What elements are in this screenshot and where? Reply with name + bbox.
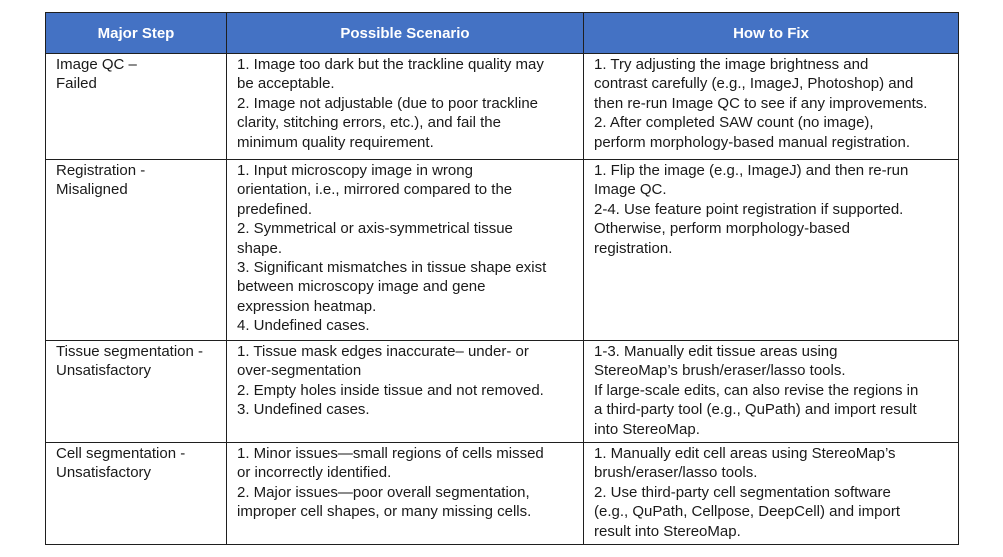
troubleshooting-table bbox=[45, 12, 959, 545]
cell-how-to-fix bbox=[584, 443, 959, 545]
table-row-registration bbox=[46, 160, 959, 341]
cell-line: 2. Major issues—poor overall segmentation, bbox=[237, 483, 530, 501]
cell-line: into StereoMap. bbox=[594, 420, 700, 438]
cell-line: 2. Use third-party cell segmentation software bbox=[594, 483, 891, 501]
cell-possible-scenario bbox=[227, 443, 584, 545]
cell-line: be acceptable. bbox=[237, 75, 335, 93]
header-possible-scenario: Possible Scenario bbox=[227, 13, 584, 54]
cell-major-step bbox=[46, 54, 227, 160]
cell-line: shape. bbox=[237, 239, 283, 257]
cell-line: between microscopy image and gene bbox=[237, 278, 486, 296]
cell-line: Cell segmentation - bbox=[56, 445, 186, 463]
cell-line: 1. Try adjusting the image brightness and bbox=[594, 56, 869, 73]
cell-line: contrast carefully (e.g., ImageJ, Photoshop) and bbox=[594, 75, 914, 93]
cell-line: Tissue segmentation - bbox=[56, 343, 204, 360]
cell-line: 4. Undefined cases. bbox=[237, 317, 370, 335]
cell-line: 2. Empty holes inside tissue and not removed. bbox=[237, 381, 544, 399]
cell-line: expression heatmap. bbox=[237, 297, 377, 315]
cell-line: Registration - bbox=[56, 162, 146, 179]
cell-line: Otherwise, perform morphology-based bbox=[594, 220, 850, 238]
header-major-step: Major Step bbox=[46, 13, 227, 54]
cell-line: 3. Undefined cases. bbox=[237, 401, 370, 419]
cell-line: Failed bbox=[56, 75, 97, 93]
cell-major-step bbox=[46, 443, 227, 545]
cell-line: 2-4. Use feature point registration if supported. bbox=[594, 200, 904, 218]
cell-line: clarity, stitching errors, etc.), and fail the bbox=[237, 114, 501, 132]
header-row bbox=[46, 13, 959, 54]
cell-line: orientation, i.e., mirrored compared to the bbox=[237, 181, 513, 199]
cell-line: Unsatisfactory bbox=[56, 362, 152, 380]
cell-line: 3. Significant mismatches in tissue shape exist bbox=[237, 259, 547, 277]
cell-line: Unsatisfactory bbox=[56, 464, 152, 482]
cell-line: 2. Image not adjustable (due to poor trackline bbox=[237, 94, 539, 112]
cell-line: brush/eraser/lasso tools. bbox=[594, 464, 758, 482]
table-row-cell-segmentation bbox=[46, 443, 959, 545]
cell-how-to-fix bbox=[584, 54, 959, 160]
cell-major-step bbox=[46, 341, 227, 443]
cell-line: 2. After completed SAW count (no image), bbox=[594, 114, 874, 132]
cell-line: (e.g., QuPath, Cellpose, DeepCell) and import bbox=[594, 503, 900, 521]
cell-line: 1-3. Manually edit tissue areas using bbox=[594, 343, 838, 360]
cell-possible-scenario bbox=[227, 54, 584, 160]
cell-line: or incorrectly identified. bbox=[237, 464, 392, 482]
cell-line: perform morphology-based manual registration. bbox=[594, 133, 910, 151]
cell-line: If large-scale edits, can also revise the regions in bbox=[594, 381, 919, 399]
cell-how-to-fix bbox=[584, 341, 959, 443]
cell-line: 1. Manually edit cell areas using StereoMap’s bbox=[594, 445, 896, 463]
cell-line: 1. Input microscopy image in wrong bbox=[237, 162, 473, 179]
cell-line: improper cell shapes, or many missing cells. bbox=[237, 503, 532, 521]
cell-possible-scenario bbox=[227, 341, 584, 443]
cell-possible-scenario bbox=[227, 160, 584, 341]
cell-line: StereoMap’s brush/eraser/lasso tools. bbox=[594, 362, 846, 380]
cell-line: then re-run Image QC to see if any improvements. bbox=[594, 94, 928, 112]
cell-line: 1. Tissue mask edges inaccurate– under- or bbox=[237, 343, 529, 360]
cell-line: predefined. bbox=[237, 200, 313, 218]
cell-line: a third-party tool (e.g., QuPath) and import result bbox=[594, 401, 917, 419]
cell-line: Image QC. bbox=[594, 181, 667, 199]
cell-line: registration. bbox=[594, 239, 673, 257]
cell-how-to-fix bbox=[584, 160, 959, 341]
cell-line: 2. Symmetrical or axis-symmetrical tissue bbox=[237, 220, 513, 238]
cell-major-step bbox=[46, 160, 227, 341]
cell-line: 1. Minor issues—small regions of cells missed bbox=[237, 445, 544, 463]
cell-line: over-segmentation bbox=[237, 362, 362, 380]
cell-line: 1. Image too dark but the trackline quality may bbox=[237, 56, 544, 73]
cell-line: minimum quality requirement. bbox=[237, 133, 434, 151]
cell-line: Image QC – bbox=[56, 56, 137, 73]
cell-line: result into StereoMap. bbox=[594, 522, 741, 540]
header-how-to-fix: How to Fix bbox=[584, 13, 959, 54]
table-row-image-qc bbox=[46, 54, 959, 160]
cell-line: Misaligned bbox=[56, 181, 128, 199]
cell-line: 1. Flip the image (e.g., ImageJ) and then re-run bbox=[594, 162, 909, 179]
table-row-tissue-segmentation bbox=[46, 341, 959, 443]
